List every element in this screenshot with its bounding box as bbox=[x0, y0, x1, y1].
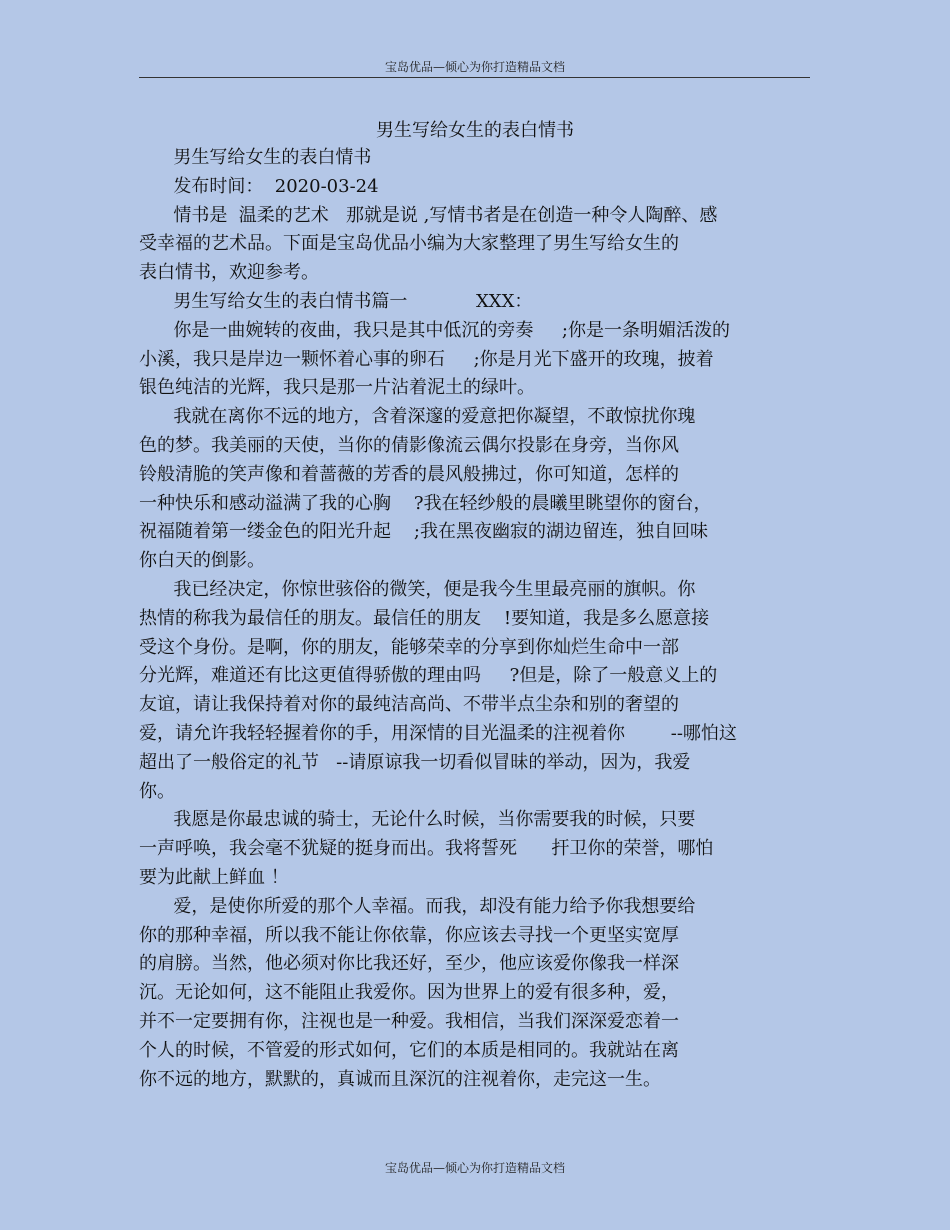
body-line: 色的梦。我美丽的天使，当你的倩影像流云偶尔投影在身旁，当你风 bbox=[139, 434, 679, 456]
body-line: 你白天的倒影。 bbox=[139, 550, 265, 572]
document-title: 男生写给女生的表白情书 bbox=[376, 120, 574, 141]
body-line: 你是一曲婉转的夜曲，我只是其中低沉的旁奏 ;你是一条明媚活泼的 bbox=[139, 319, 730, 341]
body-line: 我就在离你不远的地方，含着深邃的爱意把你凝望，不敢惊扰你瑰 bbox=[139, 406, 696, 428]
body-line: 受幸福的艺术品。下面是宝岛优品小编为大家整理了男生写给女生的 bbox=[139, 233, 679, 255]
body-line: 发布时间： 2020-03-24 bbox=[139, 175, 379, 197]
body-line: 铃般清脆的笑声像和着蔷薇的芳香的晨风般拂过，你可知道，怎样的 bbox=[139, 463, 679, 485]
body-line: 银色纯洁的光辉，我只是那一片沾着泥土的绿叶。 bbox=[139, 377, 535, 399]
body-line: 沉。无论如何，这不能阻止我爱你。因为世界上的爱有很多种，爱， bbox=[139, 982, 679, 1004]
body-line: 你的那种幸福，所以我不能让你依靠，你应该去寻找一个更坚实宽厚 bbox=[139, 924, 679, 946]
page-header: 宝岛优品—倾心为你打造精品文档 bbox=[384, 60, 565, 74]
body-line: 男生写给女生的表白情书 bbox=[139, 147, 372, 168]
body-line: 分光辉，难道还有比这更值得骄傲的理由吗 ?但是，除了一般意义上的 bbox=[139, 665, 718, 687]
body-line: 超出了一般俗定的礼节 --请原谅我一切看似冒昧的举动，因为，我爱 bbox=[139, 751, 691, 773]
body-line: 小溪，我只是岸边一颗怀着心事的卵石 ;你是月光下盛开的玫瑰，披着 bbox=[139, 348, 714, 370]
body-line: 友谊，请让我保持着对你的最纯洁高尚、不带半点尘杂和别的奢望的 bbox=[139, 694, 679, 716]
body-line: 要为此献上鲜血 ！ bbox=[139, 866, 289, 888]
body-line: 男生写给女生的表白情书篇一 XXX： bbox=[139, 290, 533, 312]
body-line: 热情的称我为最信任的朋友。最信任的朋友 !要知道，我是多么愿意接 bbox=[139, 607, 710, 629]
body-line: 我愿是你最忠诚的骑士，无论什么时候，当你需要我的时候，只要 bbox=[139, 809, 696, 831]
body-line: 一种快乐和感动溢满了我的心胸 ?我在轻纱般的晨曦里眺望你的窗台， bbox=[139, 492, 712, 514]
body-line: 表白情书，欢迎参考。 bbox=[139, 262, 319, 284]
body-line: 受这个身份。是啊，你的朋友，能够荣幸的分享到你灿烂生命中一部 bbox=[139, 636, 679, 658]
body-line: 我已经决定，你惊世骇俗的微笑，便是我今生里最亮丽的旗帜。你 bbox=[139, 578, 696, 600]
body-line: 你不远的地方，默默的，真诚而且深沉的注视着你，走完这一生。 bbox=[139, 1068, 661, 1090]
page-footer: 宝岛优品—倾心为你打造精品文档 bbox=[384, 1161, 565, 1175]
body-line: 爱，是使你所爱的那个人幸福。而我，却没有能力给予你我想要给 bbox=[139, 895, 696, 917]
document-body bbox=[139, 144, 811, 1094]
body-line: 并不一定要拥有你，注视也是一种爱。我相信，当我们深深爱恋着一 bbox=[139, 1010, 679, 1032]
body-line: 个人的时候，不管爱的形式如何，它们的本质是相同的。我就站在离 bbox=[139, 1039, 679, 1061]
header-divider bbox=[139, 77, 810, 78]
body-line: 一声呼唤，我会毫不犹疑的挺身而出。我将誓死 扞卫你的荣誉，哪怕 bbox=[139, 838, 714, 860]
body-line: 情书是 温柔的艺术 那就是说 ,写情书者是在创造一种令人陶醉、感 bbox=[139, 204, 718, 226]
body-line: 爱，请允许我轻轻握着你的手，用深情的目光温柔的注视着你 --哪怕这 bbox=[139, 722, 737, 744]
body-line: 你。 bbox=[139, 780, 175, 802]
body-line: 的肩膀。当然，他必须对你比我还好，至少，他应该爱你像我一样深 bbox=[139, 953, 679, 975]
body-line: 祝福随着第一缕金色的阳光升起 ;我在黑夜幽寂的湖边留连，独自回味 bbox=[139, 521, 708, 543]
